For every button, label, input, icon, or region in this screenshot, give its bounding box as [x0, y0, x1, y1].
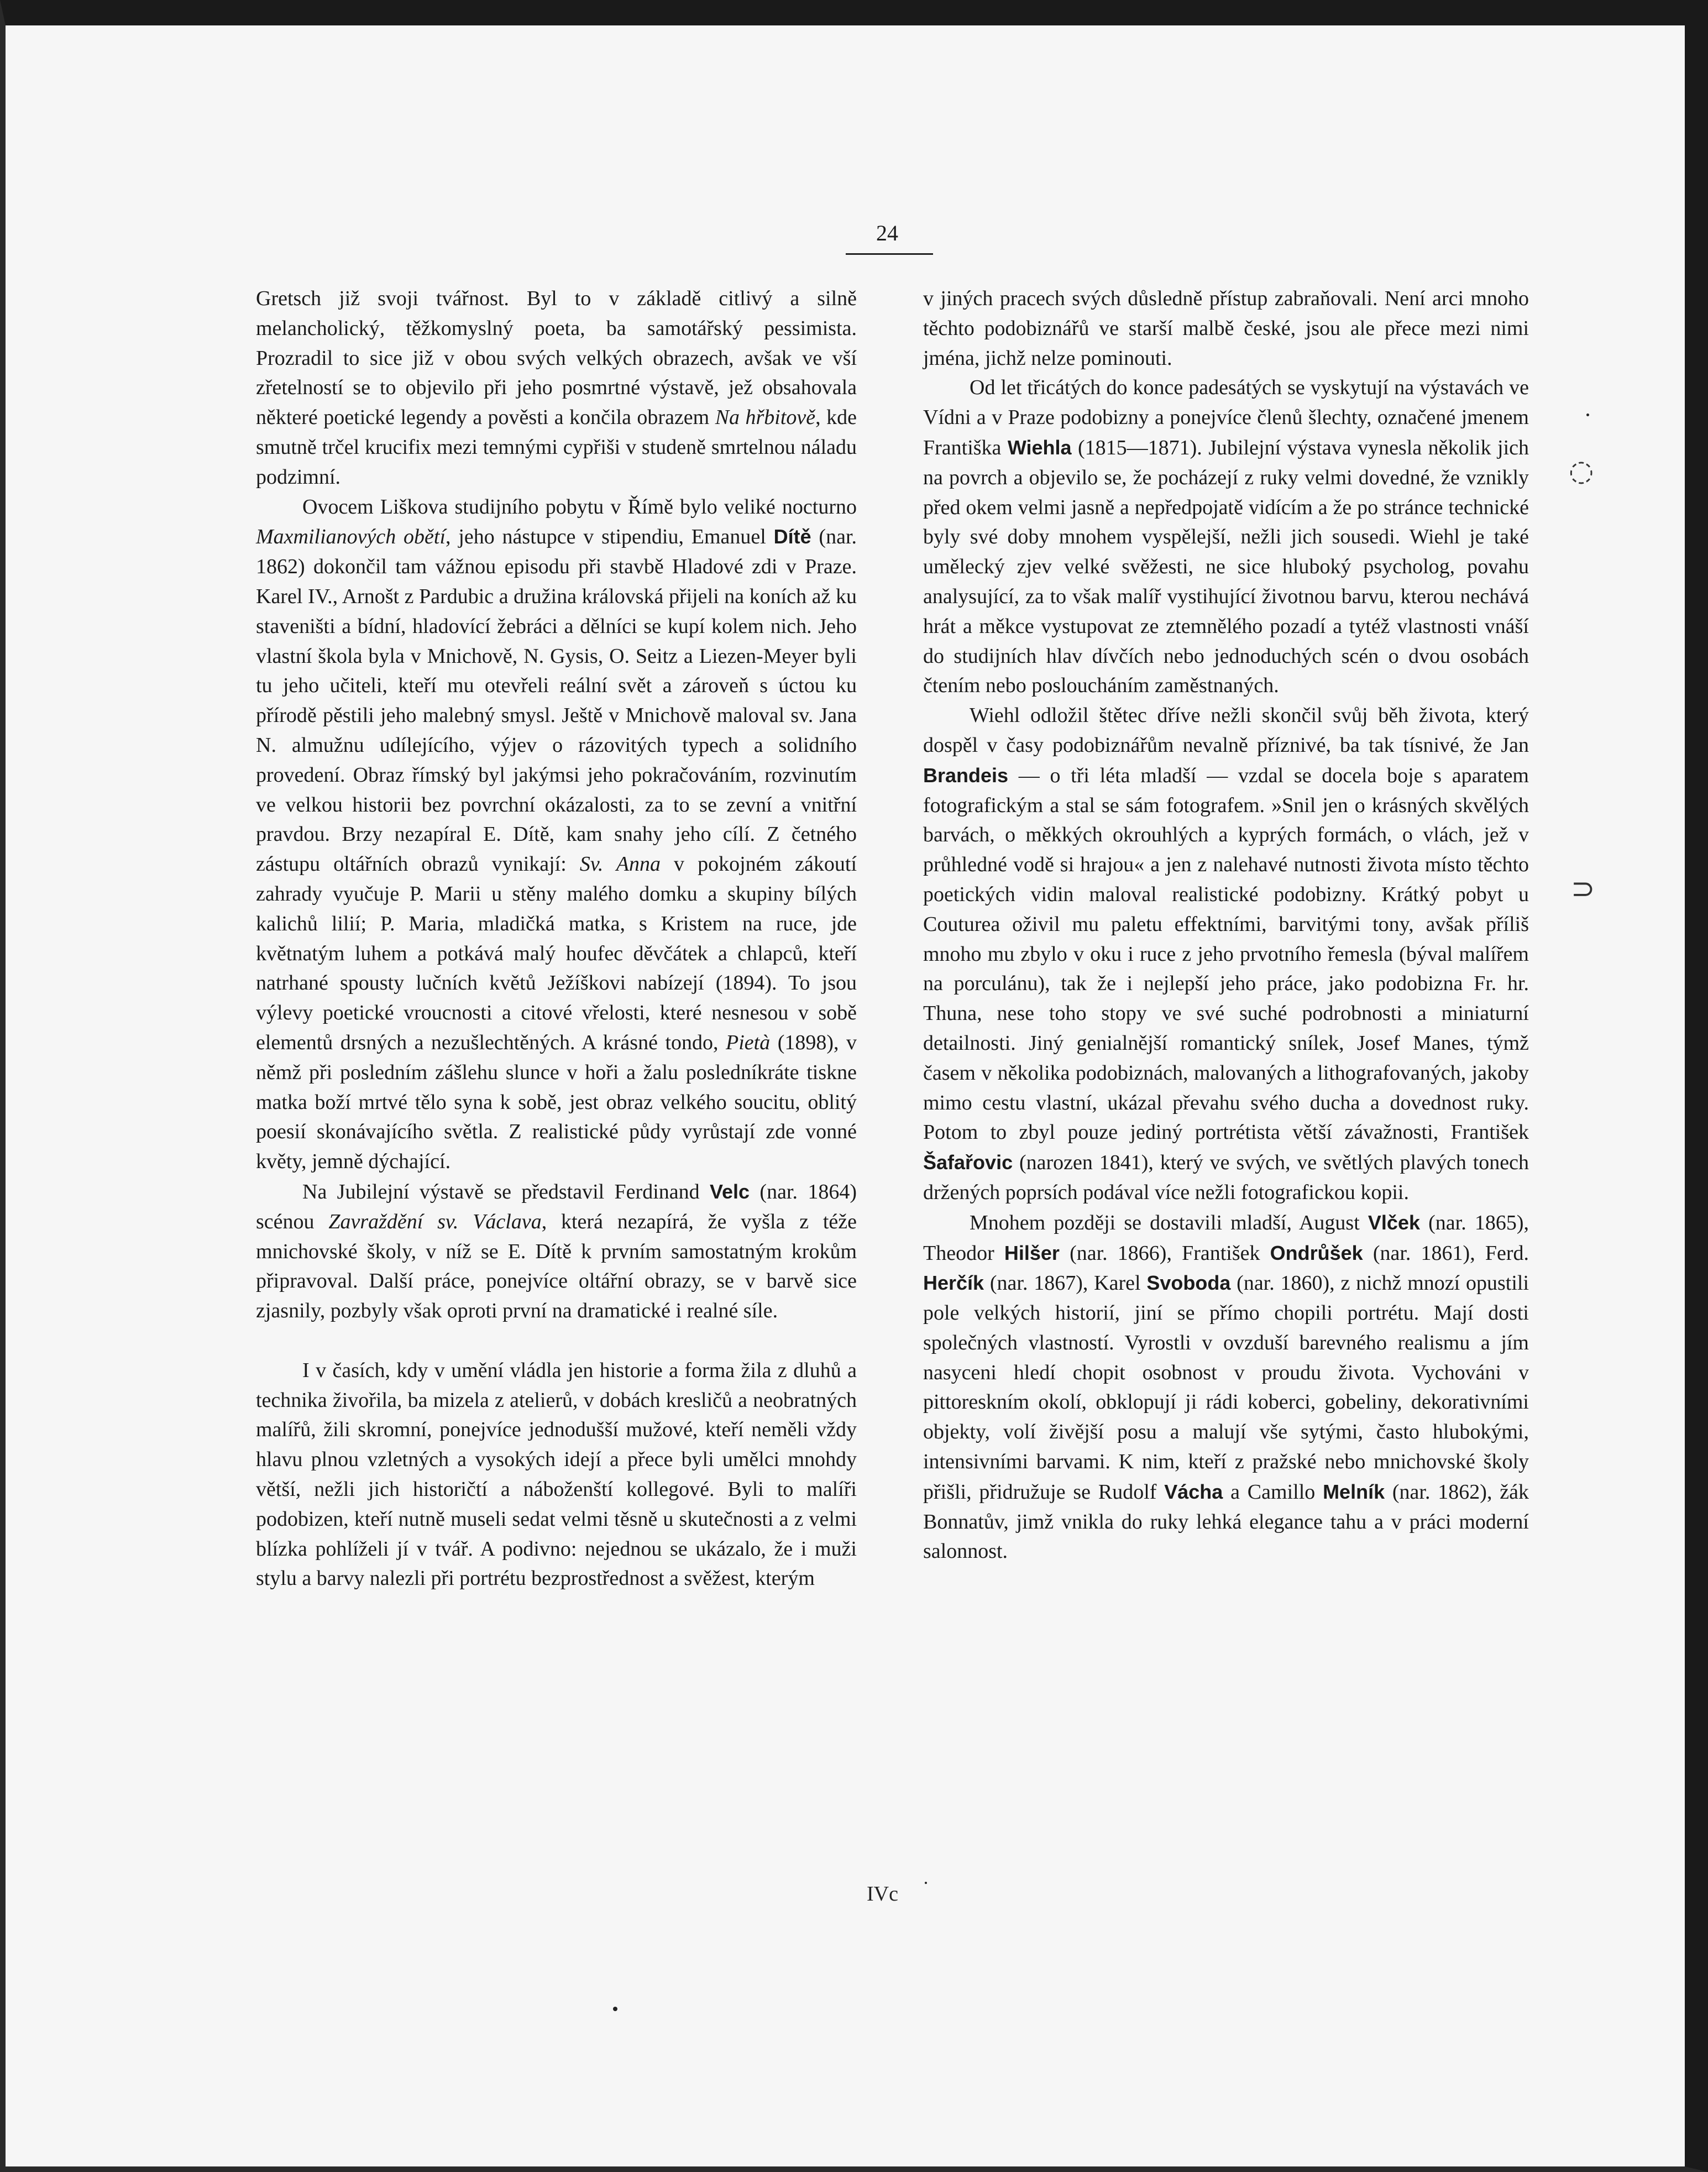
painter-name: Šafařovic: [923, 1151, 1013, 1174]
artwork-title: Pietà: [726, 1030, 771, 1054]
page-number-rule: [846, 253, 933, 255]
painter-name: Hilšer: [1004, 1241, 1060, 1264]
painter-name: Brandeis: [923, 763, 1009, 787]
artwork-title: Sv. Anna: [579, 852, 661, 876]
left-paragraph-3: Na Jubilejní výstavě se představil Ferdinand Velc (nar. 1864) scénou Zavraždění sv. Václava, která nezapírá, že vyšla z téže mnichovské školy, v níž se E. Dítě k prvním samostatným krokům připravoval. Další práce, ponejvíce oltářní obrazy, se v barvě sice zjasnily, pozbyly však oproti první na dramatické i realné síle.: [256, 1180, 857, 1323]
painter-name: Vácha: [1164, 1480, 1223, 1503]
printer-signature-mark: IVc: [867, 1882, 898, 1906]
scan-speck: [1586, 414, 1589, 416]
right-paragraph-4: Mnohem později se dostavili mladší, August Vlček (nar. 1865), Theodor Hilšer (nar. 1866), František Ondrůšek (nar. 1861), Ferd. Herčík (nar. 1867), Karel Svoboda (nar. 1860), z nichž mnozí opustili pole velkých historií, jiní se přímo chopili portrétu. Mají dosti společných vlastností. Vyrostli v ovzduší barevného realismu a jím nasyceni hledí chopit osobnost v proudu života. Vychováni v pittoreskním okolí, obklopují ji rádi koberci, gobeliny, dekorativními objekty, volí živější posu a malují vše sytými, často hlubokými, intensivními barvami. K nim, kteří z pražské nebo mnichovské školy přišli, přidružuje se Rudolf Vácha a Camillo Melník (nar. 1862), žák Bonnatův, jimž vnikla do ruky lehká elegance tahu a v práci moderní salonnost.: [923, 1211, 1529, 1563]
artwork-title: Na hřbitově: [715, 406, 816, 430]
right-column: [923, 284, 1529, 1567]
left-paragraph-2: Ovocem Liškova studijního pobytu v Římě bylo veliké nocturno Maxmilianových obětí, jeho nástupce v stipendiu, Emanuel Dítě (nar. 1862) dokončil tam vážnou episodu při stavbě Hladové zdi v Praze. Karel IV., Arnošt z Pardubic a družina královská přijeli na koních až ku staveništi a bídní, hladovící žebráci a dělníci se kupí kolem nich. Jeho vlastní škola byla v Mnichově, N. Gysis, O. Seitz a Liezen-Meyer byli tu jeho učiteli, kteří mu otevřeli reální svět a zároveň s úctou ku přírodě pěstili jeho malebný smysl. Ještě v Mnichově maloval sv. Jana N. almužnu udílejícího, výjev o rázovitých typech a solidního provedení. Obraz římský byl jakýmsi jeho pokračováním, rozvinutím ve velkou historii bez povrchní okázalosti, za to se zevní a vnitřní pravdou. Brzy nezapíral E. Dítě, kam snahy jeho cílí. Z četného zástupu oltářních obrazů vynikají: Sv. Anna v pokojném zákoutí zahrady vyučuje P. Marii u stěny malého domku a skupiny bílých kalichů lilií; P. Maria, mladičká matka, s Kristem na ruce, jde květnatým luhem a potkává malý houfec děvčátek a chlapců, kteří natrhané spousty lučních květů Ježíškovi nabízejí (1894). To jsou výlevy poetické vroucnosti a citové vřelosti, které nesnesou v sobě elementů drsných a nezušlechtěných. A krásné tondo, Pietà (1898), v němž při posledním zášlehu slunce v hoři a žalu posledníkráte tiskne matka boží mrtvé tělo syna k sobě, jest obraz velkého soucitu, oblitý poesií skonávajícího světla. Z realistické půdy vyrůstají zde vonné květy, jemně dýchající.: [256, 495, 857, 1174]
page-number: 24: [876, 221, 898, 245]
painter-name: Herčík: [923, 1271, 984, 1295]
left-paragraph-1: Gretsch již svoji tvářnost. Byl to v základě citlivý a silně melancholický, těžkomyslný poeta, ba samotářský pessimista. Prozradil to sice již v obou svých velkých obrazech, avšak ve vší zřetelností se to objevilo při jeho posmrtné výstavě, jež obsahovala některé poetické legendy a pověsti a končila obrazem Na hřbitově, kde smutně trčel krucifix mezi temnými cypřiši v studeně smrtelnou náladu podzimní.: [256, 287, 857, 489]
painter-name: Vlček: [1368, 1211, 1420, 1234]
painter-name: Ondrůšek: [1270, 1241, 1363, 1264]
painter-name: Melník: [1323, 1480, 1385, 1503]
artwork-title: Zavraždění sv. Václava: [328, 1210, 542, 1233]
right-paragraph-2: Od let třicátých do konce padesátých se vyskytují na výstavách ve Vídni a v Praze podobizny a ponejvíce členů šlechty, označené jmenem Františka Wiehla (1815—1871). Jubilejní výstava vynesla několik jich na povrch a objevilo se, že pocházejí z ruky velmi dovedné, že vznikly před okem velmi jasně a nepředpojatě vidícím a že po stránce technické byly své doby mnohem vyspělejší, nežli jich sousedi. Wiehl je také umělecký zjev velké svěžesti, ne sice hluboký psycholog, povahu analysující, za to však malíř vystihující životnou barvu, kterou nechává hrát a měkce vystupovat ze ztemnělého pozadí a tytéž vlastnosti vnáší do studijních hlav dívčích nebo jednoduchých scén o dvou osobách čtením nebo posloucháním zaměstnaných.: [923, 376, 1529, 698]
painter-name: Svoboda: [1146, 1271, 1231, 1295]
painter-name: Dítě: [773, 525, 811, 548]
painter-name: Velc: [709, 1180, 750, 1203]
scan-speck: [925, 1882, 927, 1884]
left-column: [256, 284, 857, 1594]
binding-hole-mark: ⊃: [1571, 872, 1595, 906]
scan-speck: [613, 2007, 617, 2011]
left-paragraph-4: I v časích, kdy v umění vládla jen historie a forma žila z dluhů a technika živořila, ba mizela z atelierů, v dobách kresličů a neobratných malířů, žili skromní, ponejvíce jednodušší mužové, kteří neměli vždy hlavu plnou vzletných a vysokých idejí a přece byli umělci mnohdy větší, nežli jich historičtí a náboženští kollegové. Byli to malíři podobizen, kteří nutně museli sedat velmi těsně u skutečnosti a z velmi blízka pohlíželi jí v tvář. A podivno: nejednou se ukázalo, že i muži stylu a barvy nalezli při portrétu bezprostřednost a svěžest, kterým: [256, 1358, 857, 1590]
right-paragraph-1: v jiných pracech svých důsledně přístup zabraňovali. Není arci mnoho těchto podobiznářů ve starší malbě české, jsou ale přece mezi nimi jména, jichž nelze pominouti.: [923, 287, 1529, 370]
right-paragraph-3: Wiehl odložil štětec dříve nežli skončil svůj běh života, který dospěl v časy podobiznářům nevalně příznivé, ba tak tísnivé, že Jan Brandeis — o tři léta mladší — vzdal se docela boje s aparatem fotografickým a stal se sám fotografem. »Snil jen o krásných skvělých barvách, o měkkých okrouhlých a kyprých formách, o vlách, jež v průhledné vodě si hrajou« a jen z nalehavé nutnosti života místo těchto poetických vidin maloval realistické podobizny. Krátký pobyt u Couturea oživil mu paletu effektními, barvitými tony, avšak příliš mnoho mu zbylo v oku i ruce z jeho prvotního řemesla (býval malířem na porculánu), tak že i nejlepší jeho práce, jako podobizna Fr. hr. Thuna, nese toho stopy ve své suché podrobnosti a miniaturní detailnosti. Jiný genialnější romantický snílek, Josef Manes, týmž časem v několika podobiznách, malovaných a lithografovaných, jakoby mimo cestu vlastní, ukázal převahu svého ducha a dovednost ruky. Potom to zbyl pouze jediný portrétista větší závažnosti, František Šafařovic (narozen 1841), který ve svých, ve světlých plavých tonech držených poprsích podával více nežli fotografickou kopii.: [923, 704, 1529, 1204]
painter-name: Wiehla: [1007, 436, 1072, 459]
artwork-title: Maxmilianových obětí: [256, 525, 446, 549]
binding-hole-mark: ◌: [1569, 454, 1594, 488]
